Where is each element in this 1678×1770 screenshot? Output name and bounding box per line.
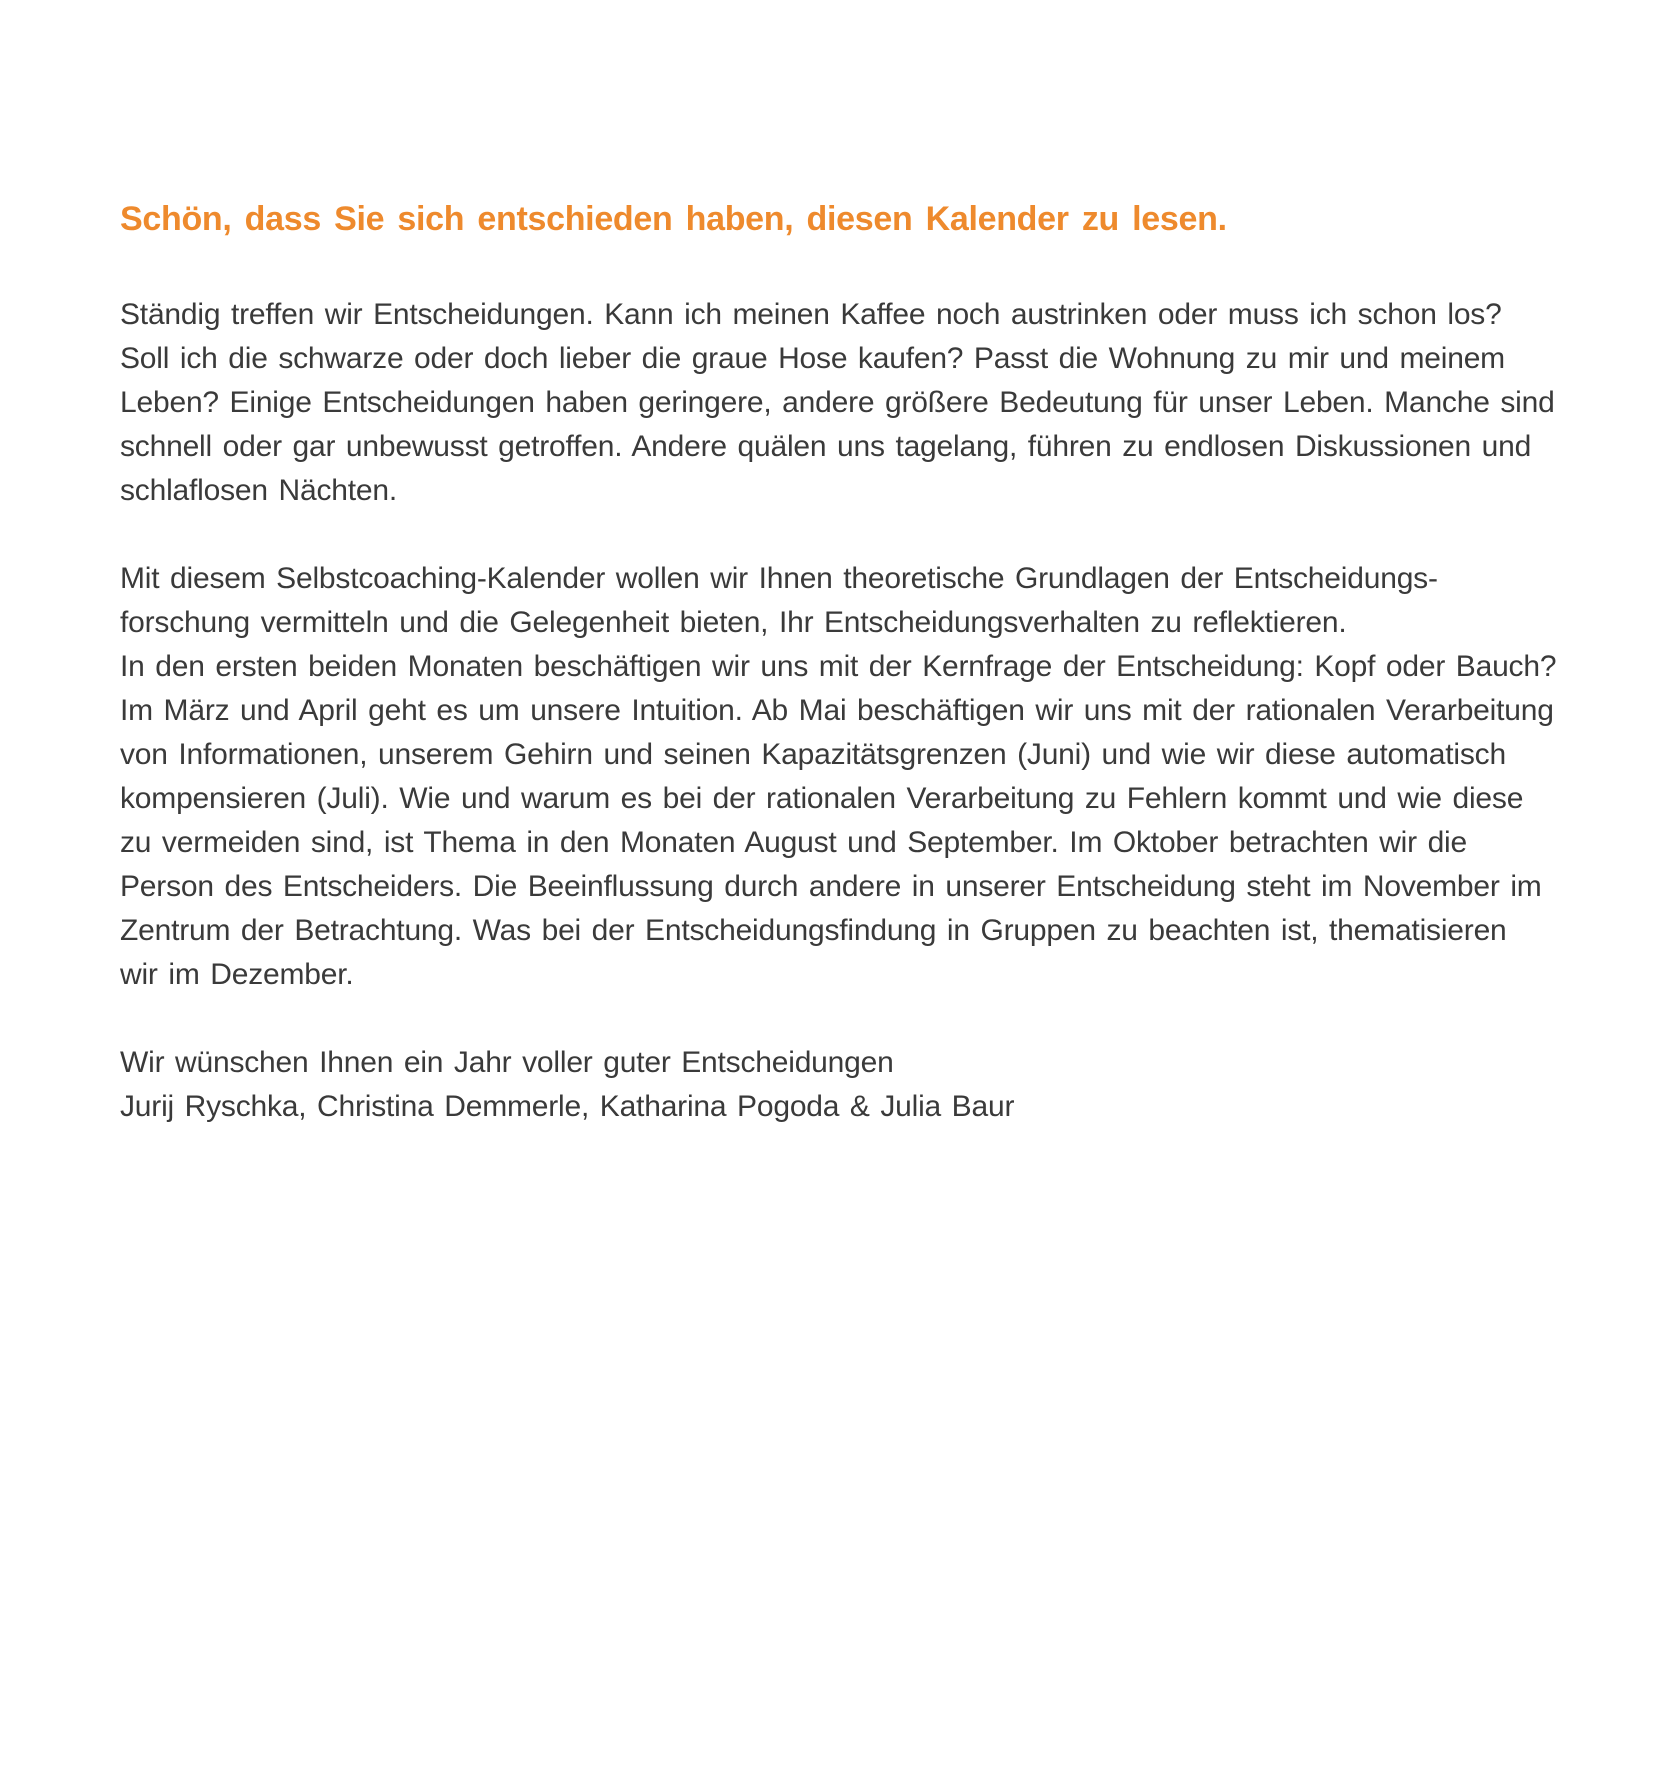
text-line: schlaflosen Nächten. [120,474,397,507]
text-line: kompensieren (Juli). Wie und warum es bei der rationalen Verarbeitung zu Fehlern kommt und wie diese [120,782,1524,815]
text-line: Ständig treffen wir Entscheidungen. Kann ich meinen Kaffee noch austrinken oder muss ich schon los? [120,298,1502,331]
paragraph-overview [120,557,1568,997]
text-line: Mit diesem Selbstcoaching-Kalender wollen wir Ihnen theoretische Grundlagen der Entscheidungs- [120,562,1438,595]
text-line: Leben? Einige Entscheidungen haben geringere, andere größere Bedeutung für unser Leben. Manche sind [120,386,1555,419]
text-line: von Informationen, unserem Gehirn und seinen Kapazitätsgrenzen (Juni) und wie wir diese automatisch [120,738,1506,771]
paragraph-signature [120,1041,1568,1129]
text-line: Person des Entscheiders. Die Beeinflussung durch andere in unserer Entscheidung steht im November im [120,870,1542,903]
text-line: Wir wünschen Ihnen ein Jahr voller guter Entscheidungen [120,1046,894,1079]
text-line: zu vermeiden sind, ist Thema in den Monaten August und September. Im Oktober betrachten wir die [120,826,1468,859]
text-line: Zentrum der Betrachtung. Was bei der Entscheidungsfindung in Gruppen zu beachten ist, thematisieren [120,914,1507,947]
paragraph-intro [120,293,1568,513]
text-line: Soll ich die schwarze oder doch lieber die graue Hose kaufen? Passt die Wohnung zu mir und meinem [120,342,1505,375]
text-line: In den ersten beiden Monaten beschäftigen wir uns mit der Kernfrage der Entscheidung: Kopf oder Bauch? [120,650,1557,683]
text-line: Im März und April geht es um unsere Intuition. Ab Mai beschäftigen wir uns mit der rationalen Verarbeitung [120,694,1554,727]
text-line: forschung vermitteln und die Gelegenheit bieten, Ihr Entscheidungsverhalten zu reflektieren. [120,606,1347,639]
page-heading: Schön, dass Sie sich entschieden haben, diesen Kalender zu lesen. [120,200,1227,238]
text-line: Jurij Ryschka, Christina Demmerle, Katharina Pogoda & Julia Baur [120,1090,1015,1123]
text-line: wir im Dezember. [120,958,354,991]
text-line: schnell oder gar unbewusst getroffen. Andere quälen uns tagelang, führen zu endlosen Diskussionen und [120,430,1532,463]
